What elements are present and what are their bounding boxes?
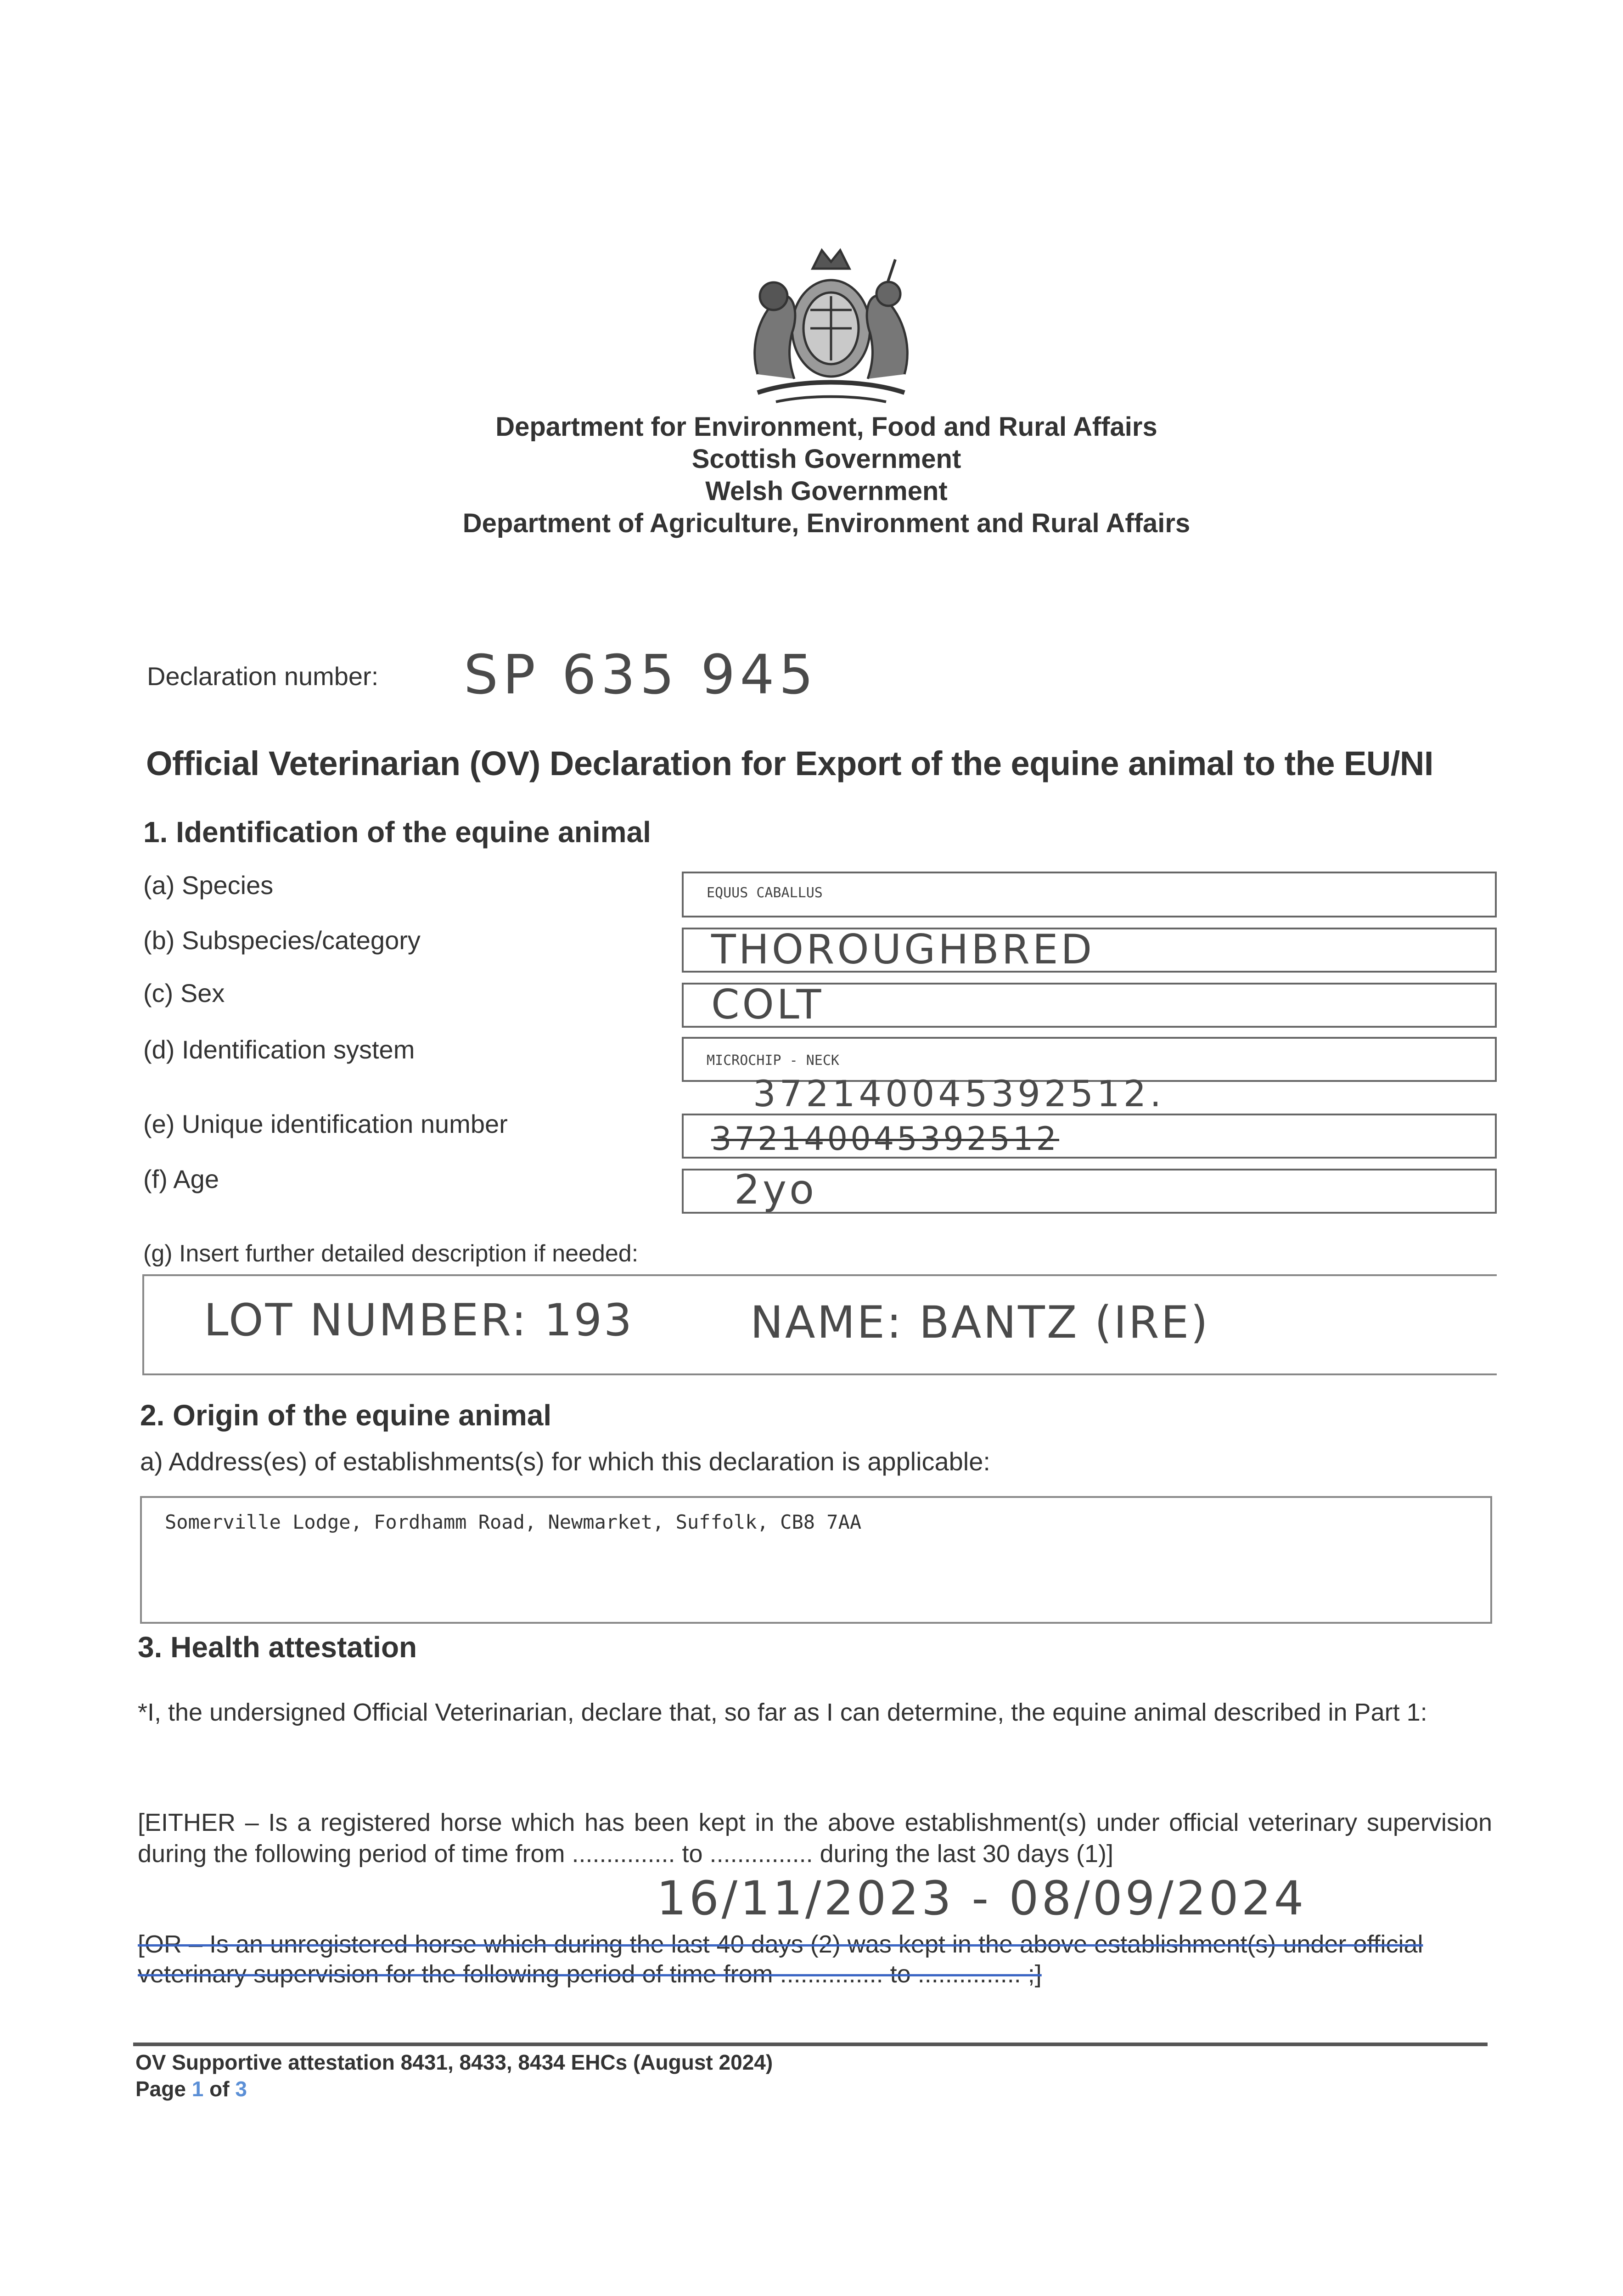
species-label: (a) Species — [143, 871, 274, 900]
section-2-heading: 2. Origin of the equine animal — [140, 1399, 552, 1432]
species-field — [682, 872, 1497, 917]
issuing-departments — [413, 411, 1240, 540]
description-box — [142, 1274, 1497, 1375]
species-value: EQUUS CABALLUS — [707, 885, 823, 901]
attestation-either-clause: [EITHER – Is a registered horse which has been kept in the above establishment(s) under official veterinary supervision during the following period of time from ............... to ............... during the last 30 days (1)] — [138, 1809, 1492, 1868]
address-box — [140, 1496, 1492, 1624]
footer-page-of: of — [209, 2077, 230, 2101]
address-label: a) Address(es) of establishments(s) for which this declaration is applicable: — [140, 1447, 990, 1476]
description-lot-number: LOT NUMBER: 193 — [204, 1294, 634, 1346]
footer-page-total: 3 — [235, 2077, 247, 2101]
footer — [135, 2049, 773, 2102]
subspecies-value: THOROUGHBRED — [711, 926, 1095, 973]
footer-rule — [133, 2043, 1488, 2046]
footer-page-prefix: Page — [135, 2077, 186, 2101]
age-value: 2yo — [734, 1166, 817, 1213]
footer-page-current: 1 — [191, 2077, 204, 2101]
department-defra: Department for Environment, Food and Rural Affairs — [495, 412, 1157, 442]
address-value: Somerville Lodge, Fordhamm Road, Newmarket, Suffolk, CB8 7AA — [165, 1511, 862, 1533]
declaration-number-value: SP 635 945 — [464, 643, 818, 706]
identification-system-value: MICROCHIP - NECK — [707, 1052, 839, 1069]
attestation-or-clause-line-1: [OR – Is an unregistered horse which during the last 40 days (2) was kept in the above establishment(s) under official — [138, 1930, 1423, 1958]
uid-struck-value: 372140045392512 — [711, 1120, 1060, 1158]
royal-coat-of-arms-icon — [730, 241, 932, 406]
section-3-heading: 3. Health attestation — [138, 1631, 417, 1664]
section-1-heading: 1. Identification of the equine animal — [143, 816, 651, 849]
attestation-intro: *I, the undersigned Official Veterinarian, declare that, so far as I can determine, the equine animal described in Part 1: — [138, 1699, 1427, 1726]
sex-label: (c) Sex — [143, 979, 225, 1007]
attestation-or-clause-line-2: veterinary supervision for the following period of time from ............... to ............... ;] — [138, 1960, 1042, 1988]
subspecies-field — [682, 928, 1497, 973]
description-label: (g) Insert further detailed description if needed: — [143, 1240, 639, 1267]
document-title: Official Veterinarian (OV) Declaration for Export of the equine animal to the EU/NI — [146, 744, 1433, 782]
department-scottish-government: Scottish Government — [691, 444, 961, 474]
sex-value: COLT — [711, 981, 824, 1028]
description-horse-name: NAME: BANTZ (IRE) — [750, 1297, 1210, 1348]
age-label: (f) Age — [143, 1165, 219, 1193]
uid-handwritten-value: 372140045392512. — [753, 1074, 1165, 1115]
declaration-number-label: Declaration number: — [147, 662, 379, 691]
department-daera: Department of Agriculture, Environment and Rural Affairs — [462, 508, 1191, 538]
age-field — [682, 1166, 1497, 1214]
attestation-period-handwritten: 16/11/2023 - 08/09/2024 — [657, 1871, 1307, 1926]
footer-document-reference: OV Supportive attestation 8431, 8433, 8434 EHCs (August 2024) — [135, 2050, 773, 2074]
uid-field — [682, 1114, 1497, 1159]
subspecies-label: (b) Subspecies/category — [143, 926, 421, 955]
department-welsh-government: Welsh Government — [705, 476, 948, 506]
uid-label: (e) Unique identification number — [143, 1109, 508, 1138]
identification-system-label: (d) Identification system — [143, 1035, 415, 1064]
sex-field — [682, 983, 1497, 1028]
footer-page-indicator — [135, 2076, 773, 2102]
